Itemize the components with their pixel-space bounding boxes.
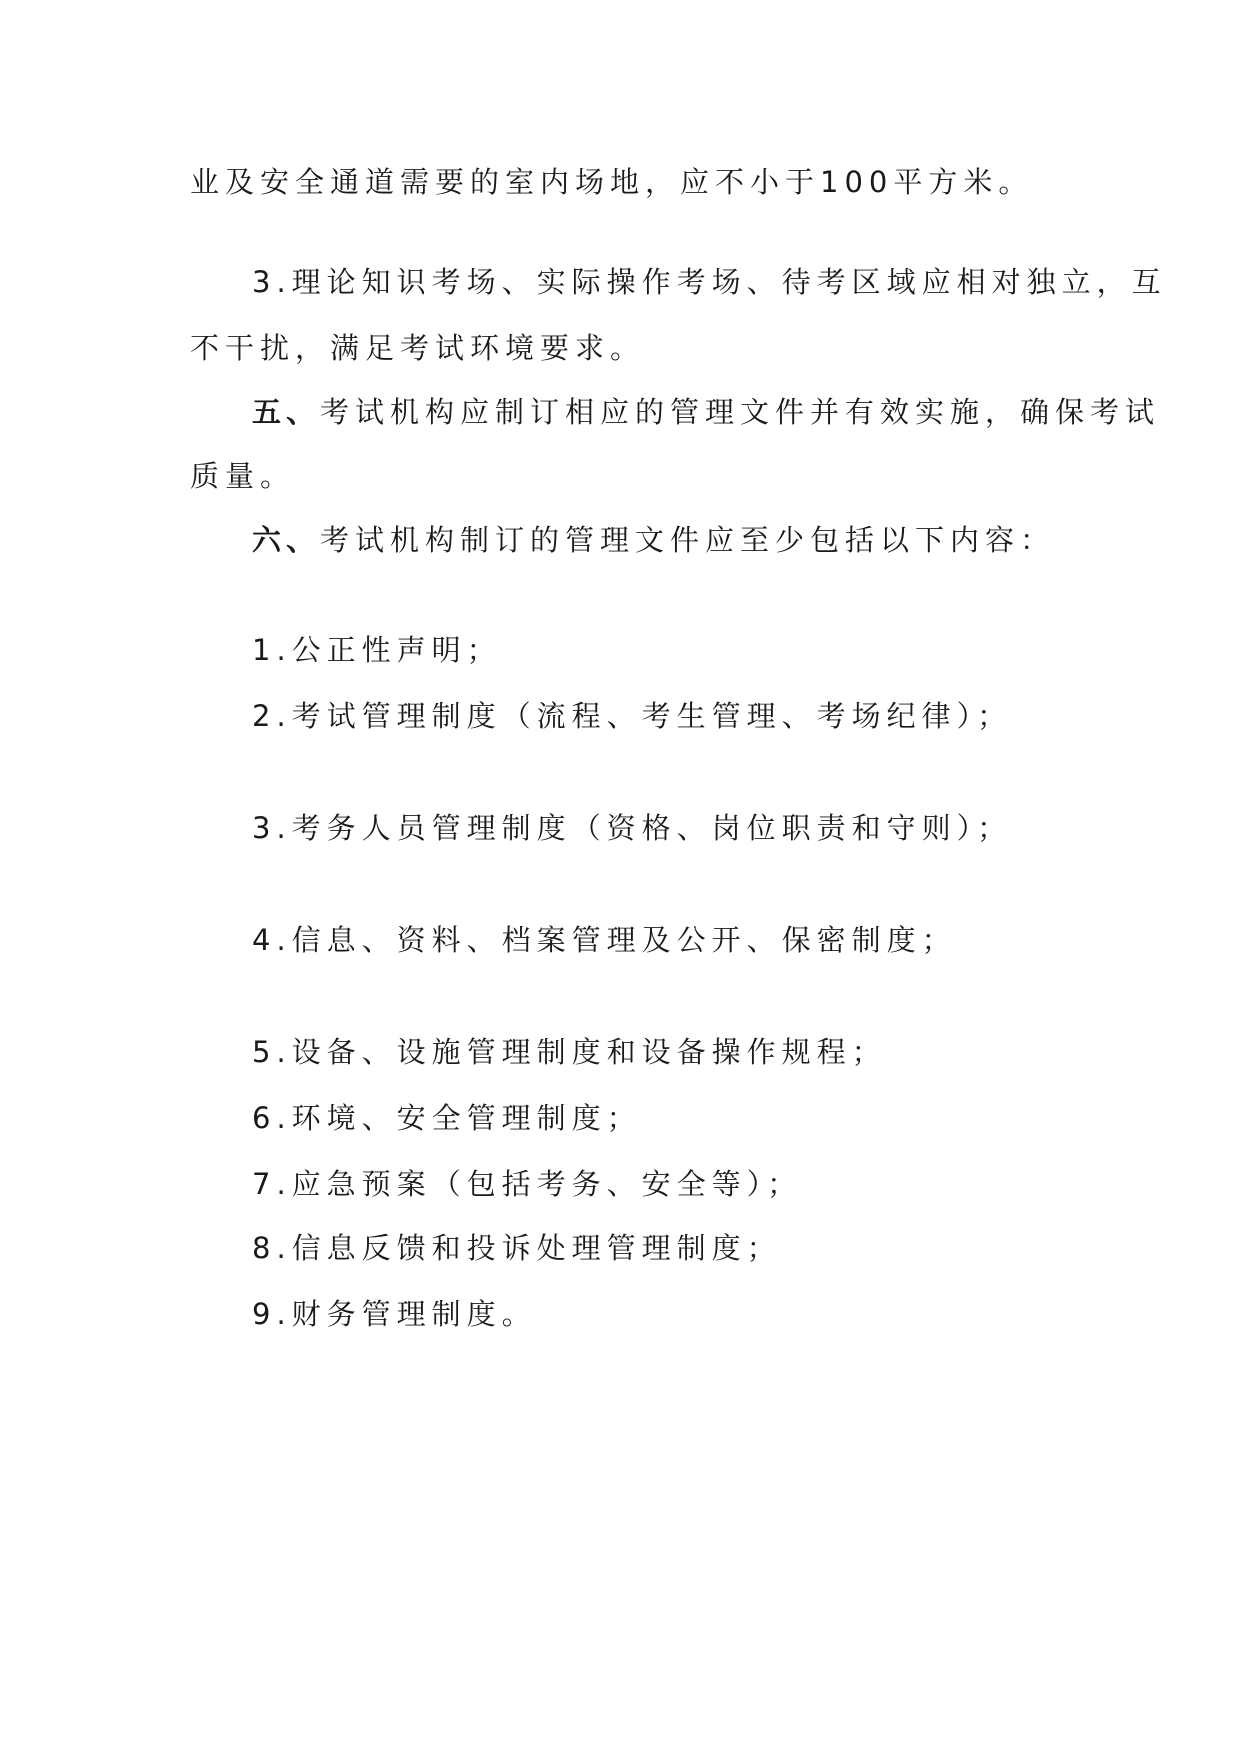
section-five-line1: 五、考试机构应制订相应的管理文件并有效实施，确保考试	[252, 395, 1161, 429]
list-item-6: 6.环境、安全管理制度；	[252, 1101, 642, 1135]
list-item-4: 4.信息、资料、档案管理及公开、保密制度；	[252, 923, 957, 957]
paragraph-item-3-line1: 3.理论知识考场、实际操作考场、待考区域应相对独立，互	[252, 265, 1167, 299]
list-item-5: 5.设备、设施管理制度和设备操作规程；	[252, 1035, 887, 1069]
list-item-9: 9.财务管理制度。	[252, 1297, 537, 1331]
section-six-line: 六、考试机构制订的管理文件应至少包括以下内容：	[252, 523, 1056, 557]
list-item-7: 7.应急预案（包括考务、安全等）；	[252, 1167, 803, 1201]
list-item-2: 2.考试管理制度（流程、考生管理、考场纪律）；	[252, 699, 1013, 733]
section-five-line2: 质量。	[190, 459, 296, 493]
list-item-8: 8.信息反馈和投诉处理管理制度；	[252, 1231, 782, 1265]
paragraph-line-continuation: 业及安全通道需要的室内场地，应不小于100平方米。	[190, 165, 1034, 199]
list-item-3: 3.考务人员管理制度（资格、岗位职责和守则）；	[252, 811, 1013, 845]
section-six-heading: 六、	[252, 523, 321, 557]
section-five-heading: 五、	[252, 395, 321, 429]
list-item-1: 1.公正性声明；	[252, 633, 502, 667]
paragraph-item-3-line2: 不干扰，满足考试环境要求。	[190, 331, 646, 365]
